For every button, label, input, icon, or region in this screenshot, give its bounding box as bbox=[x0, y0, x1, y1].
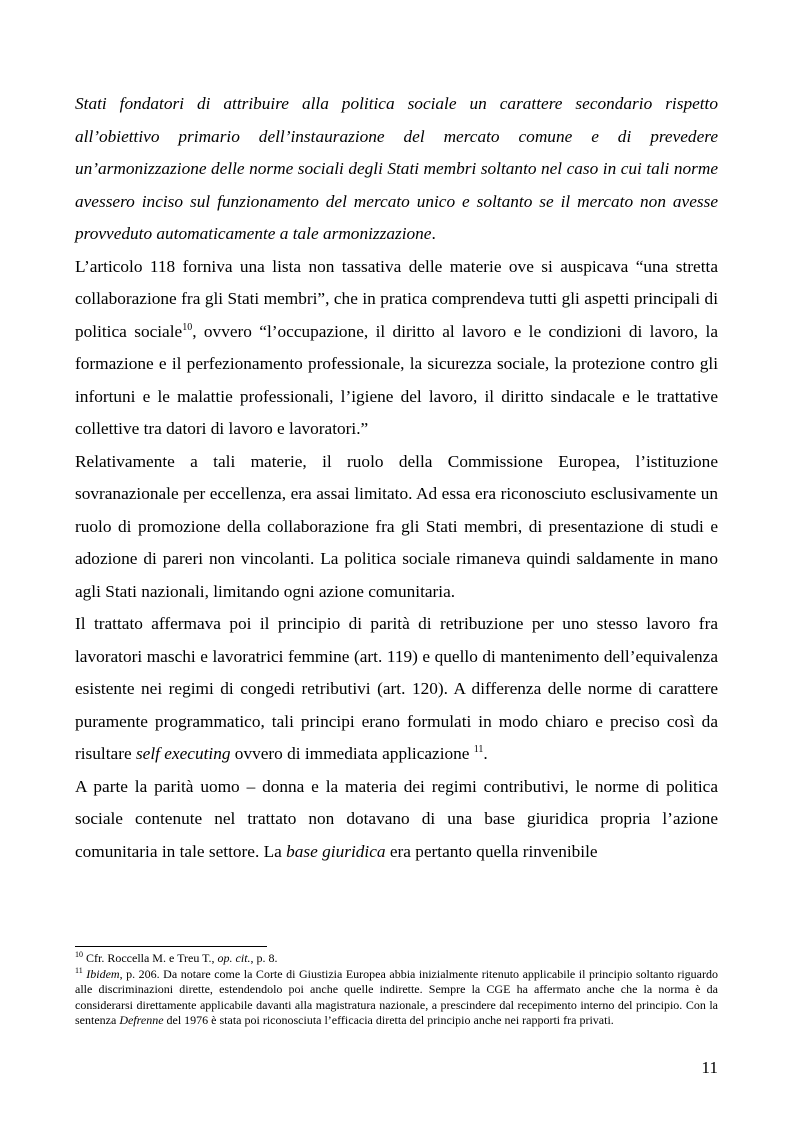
footnote-11-text-b: del 1976 è stata poi riconosciuta l’efficacia diretta del principio anche nei rapporti fra privati. bbox=[163, 1013, 614, 1028]
footnote-separator bbox=[75, 946, 267, 947]
paragraph-5-emphasis: base giuridica bbox=[286, 841, 386, 861]
paragraph-5 bbox=[75, 771, 718, 869]
body-text bbox=[75, 88, 718, 868]
footnote-11-number: 11 bbox=[75, 965, 83, 975]
footnote-11-emphasis-defrenne: Defrenne bbox=[119, 1013, 164, 1028]
paragraph-1-end: . bbox=[431, 224, 436, 243]
footnote-10 bbox=[75, 951, 718, 967]
paragraph-2 bbox=[75, 251, 718, 446]
paragraph-1 bbox=[75, 88, 718, 251]
paragraph-4-emphasis: self executing bbox=[135, 744, 231, 763]
paragraph-4-text-b: ovvero di immediata applicazione bbox=[230, 744, 474, 763]
paragraph-2-text-a: L’articolo 118 forniva una lista non tassativa delle materie ove si auspicava “una stretta collaborazione fra gli Stati membri”, che in pratica comprendeva tutti gli aspetti principali di politica sociale bbox=[75, 256, 718, 341]
paragraph-4-text-a: Il trattato affermava poi il principio di parità di retribuzione per uno stesso lavoro fra lavoratori maschi e lavoratrici femmine (art. 119) e quello di mantenimento dell’equivalenza esistente nei regimi di congedi retributivi (art. 120). A differenza delle norme di carattere puramente programmatico, tali principi erano formulati in modo chiaro e preciso così da risultare bbox=[75, 614, 718, 763]
paragraph-4 bbox=[75, 608, 718, 771]
paragraph-3: Relativamente a tali materie, il ruolo della Commissione Europea, l’istituzione sovranazionale per eccellenza, era assai limitato. Ad essa era riconosciuto esclusivamente un ruolo di promozione della collaborazione fra gli Stati membri, di presentazione di studi e adozione di pareri non vincolanti. La politica sociale rimaneva quindi saldamente in mano agli Stati nazionali, limitando ogni azione comunitaria. bbox=[75, 451, 718, 601]
footnote-ref-11[interactable]: 11 bbox=[473, 744, 484, 755]
footnote-11-text-a: , p. 206. Da notare come la Corte di Giustizia Europea abbia inizialmente ritenuto applicabile il principio soltanto riguardo alle discriminazioni dirette, estendendolo poi anche quelle indirette. Sempre la CGE ha affermato anche che la norma è da considerarsi direttamente applicabile davanti alla magistratura nazionale, a prescindere dal recepimento interno del principio. Con la sentenza bbox=[75, 966, 719, 1028]
footnote-10-text-b: , p. 8. bbox=[250, 951, 278, 965]
footnote-10-text-a: Cfr. Roccella M. e Treu T., bbox=[83, 951, 218, 965]
footnotes bbox=[75, 951, 718, 1029]
paragraph-4-text-c: . bbox=[483, 744, 488, 763]
paragraph-1-italic-text: Stati fondatori di attribuire alla politica sociale un carattere secondario rispetto all’obiettivo primario dell’instaurazione del mercato comune e di prevedere un’armonizzazione delle norme sociali degli Stati membri soltanto nel caso in cui tali norme avessero inciso sul funzionamento del mercato unico e soltanto se il mercato non avesse provveduto automaticamente a tale armonizzazione bbox=[75, 94, 718, 243]
footnote-10-number: 10 bbox=[75, 950, 83, 959]
page-number: 11 bbox=[701, 1058, 718, 1077]
footnote-11 bbox=[75, 967, 718, 1029]
paragraph-2-text-b: , ovvero “l’occupazione, il diritto al lavoro e le condizioni di lavoro, la formazione e il perfezionamento professionale, la sicurezza sociale, la protezione contro gli infortuni e le malattie professionali, l’igiene del lavoro, il diritto sindacale e le trattative collettive tra datori di lavoro e lavoratori.” bbox=[75, 321, 718, 438]
footnote-10-emphasis: op. cit. bbox=[217, 951, 251, 965]
paragraph-5-text-b: era pertanto quella rinvenibile bbox=[385, 841, 598, 861]
footnote-11-emphasis-ibidem: Ibidem bbox=[86, 966, 120, 981]
footnote-ref-10[interactable]: 10 bbox=[182, 321, 193, 333]
paragraph-5-text-a: A parte la parità uomo – donna e la materia dei regimi contributivi, le norme di politica sociale contenute nel trattato non dotavano di una base giuridica propria l’azione comunitaria in tale settore. La bbox=[75, 776, 718, 861]
